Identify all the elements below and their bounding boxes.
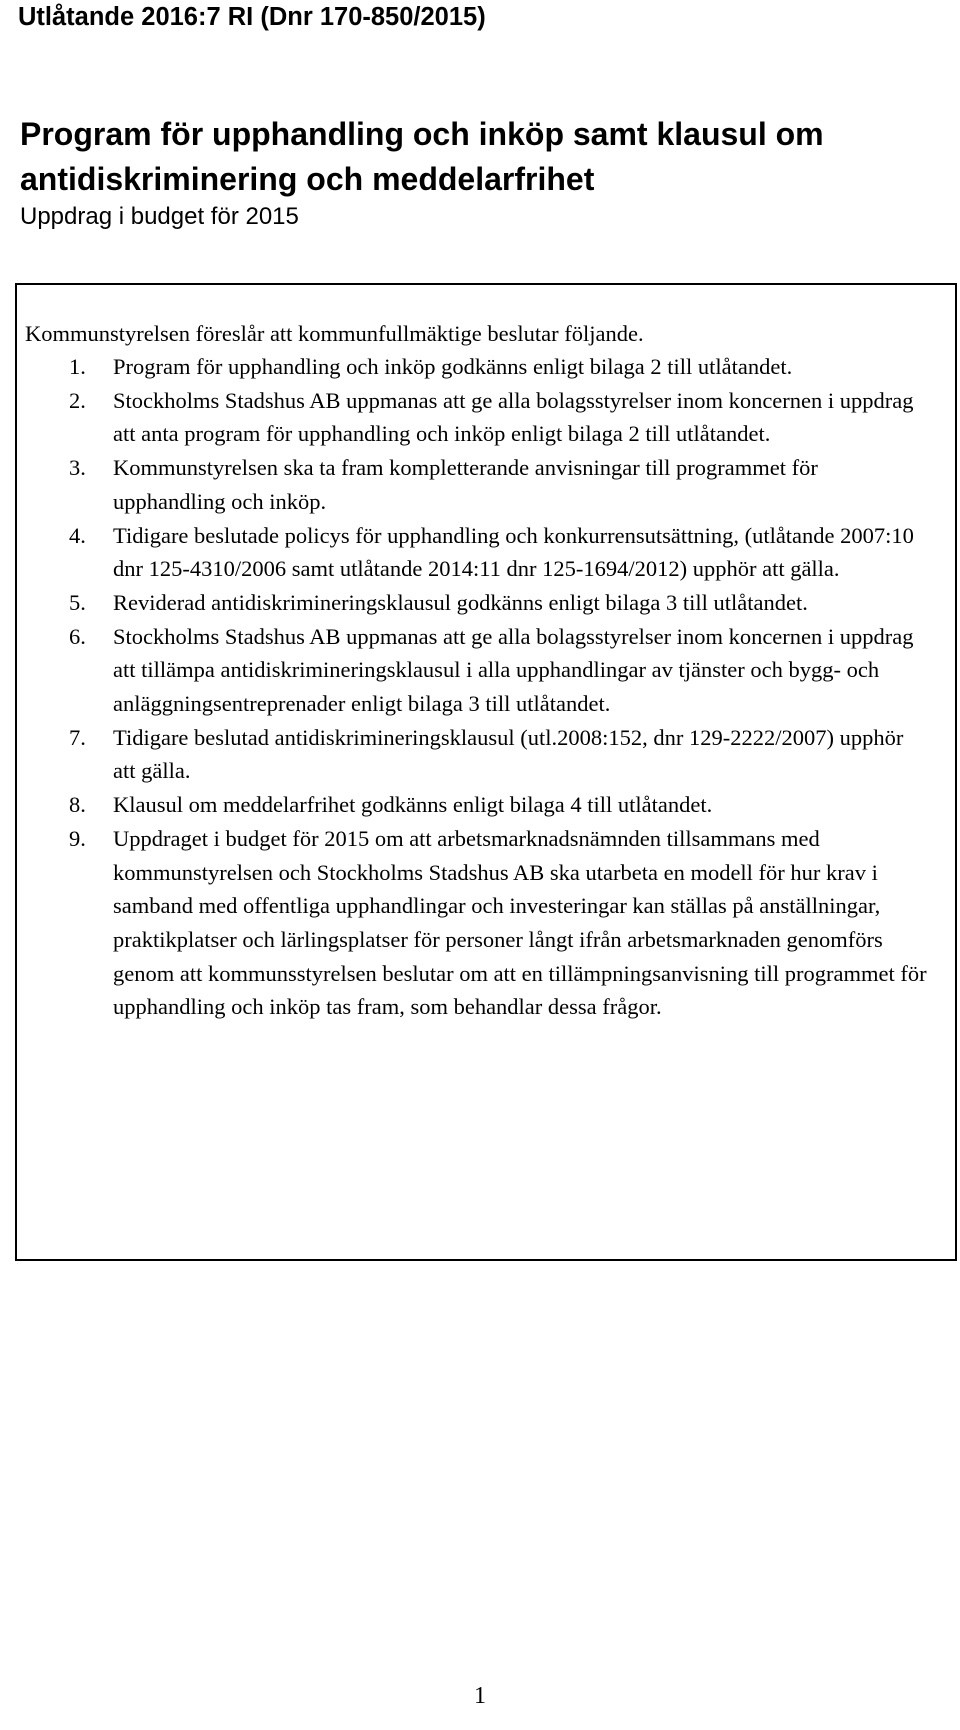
decision-item-number: 8. xyxy=(69,792,86,818)
page-title: Program för upphandling och inköp samt klausul om antidiskriminering och meddelarfrihet xyxy=(20,116,824,197)
decision-item xyxy=(17,620,927,721)
decision-item xyxy=(17,519,927,586)
decision-item xyxy=(17,350,927,384)
decision-item-text: Stockholms Stadshus AB uppmanas att ge alla bolagsstyrelser inom koncernen i uppdrag att anta program för upphandling och inköp enligt bilaga 2 till utlåtandet. xyxy=(113,387,914,447)
decision-intro: Kommunstyrelsen föreslår att kommunfullmäktige beslutar följande. xyxy=(25,321,644,346)
decision-item-number: 2. xyxy=(69,387,86,413)
decision-item-text: Stockholms Stadshus AB uppmanas att ge alla bolagsstyrelser inom koncernen i uppdrag att tillämpa antidiskrimineringsklausul i alla upphandlingar av tjänster och bygg- och anläggningsentreprenader enligt bilaga 3 till utlåtandet. xyxy=(113,623,914,717)
decision-item-text: Klausul om meddelarfrihet godkänns enligt bilaga 4 till utlåtandet. xyxy=(113,792,713,818)
decision-item-number: 3. xyxy=(69,455,86,481)
page-subtitle: Uppdrag i budget för 2015 xyxy=(20,203,299,230)
decision-item xyxy=(17,822,927,1024)
decision-item-text: Program för upphandling och inköp godkänns enligt bilaga 2 till utlåtandet. xyxy=(113,354,793,379)
decision-item-number: 4. xyxy=(69,522,86,548)
decision-list xyxy=(17,350,927,1024)
decision-item xyxy=(17,451,927,518)
document-header: Utlåtande 2016:7 RI (Dnr 170-850/2015) xyxy=(18,3,486,31)
decision-item-text: Tidigare beslutade policys för upphandling och konkurrensutsättning, (utlåtande 2007:10 dnr 125-4310/2006 samt utlåtande 2014:11 dnr 125-1694/2012) upphör att gälla. xyxy=(113,522,914,582)
decision-item-text: Tidigare beslutad antidiskrimineringsklausul (utl.2008:152, dnr 129-2222/2007) upphör att gälla. xyxy=(113,724,904,784)
decision-item-text: Reviderad antidiskrimineringsklausul godkänns enligt bilaga 3 till utlåtandet. xyxy=(113,589,808,615)
decision-item-number: 1. xyxy=(69,354,86,379)
decision-item xyxy=(17,721,927,788)
decision-item xyxy=(17,384,927,451)
decision-item-text: Kommunstyrelsen ska ta fram kompletterande anvisningar till programmet för upphandling och inköp. xyxy=(113,455,818,514)
page-number: 1 xyxy=(474,1683,486,1709)
decision-item-number: 7. xyxy=(69,724,86,750)
decision-item-text: Uppdraget i budget för 2015 om att arbetsmarknadsnämnden tillsammans med kommunstyrelsen och Stockholms Stadshus AB ska utarbeta en modell för hur krav i samband med offentliga upphandlingar och investeringar kan ställas på anställningar, praktikplatser och lärlingsplatser för personer långt ifrån arbetsmarknaden genomförs genom att kommunsstyrelsen beslutar om att en tillämpningsanvisning till programmet för upphandling och inköp tas fram, som behandlar dessa frågor. xyxy=(113,825,927,1020)
decision-item-number: 5. xyxy=(69,589,86,615)
decision-box xyxy=(15,283,957,1261)
decision-item-number: 6. xyxy=(69,623,86,649)
decision-item-number: 9. xyxy=(69,825,86,851)
decision-item xyxy=(17,586,927,620)
decision-item xyxy=(17,788,927,822)
